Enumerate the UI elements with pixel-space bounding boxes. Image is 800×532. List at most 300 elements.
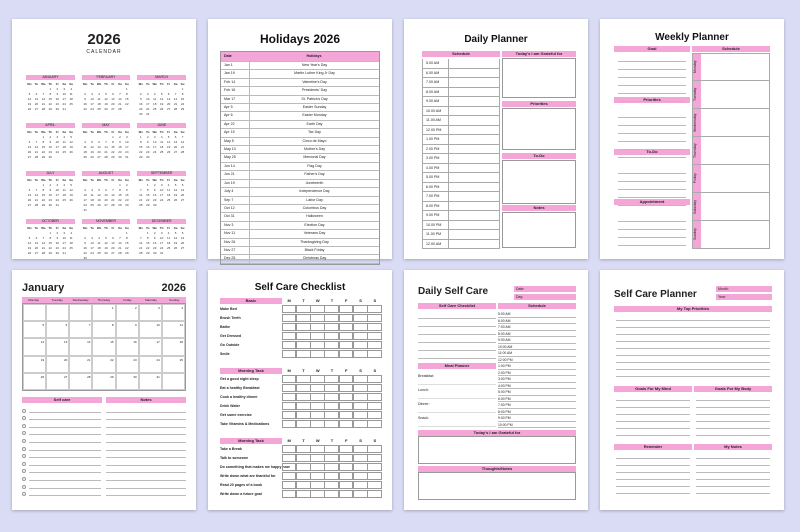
writing-line[interactable] bbox=[696, 400, 770, 401]
day-cell[interactable]: 2 bbox=[139, 92, 142, 96]
day-cell[interactable]: 30 bbox=[48, 155, 52, 159]
day-cell[interactable]: 31 bbox=[62, 107, 66, 111]
day-cell[interactable]: 17 bbox=[83, 198, 87, 202]
day-cell[interactable]: 7 bbox=[42, 236, 45, 240]
day-cell[interactable]: 27 bbox=[111, 107, 115, 111]
schedule-slot[interactable]: 7:00 AM bbox=[498, 324, 576, 331]
day-cell[interactable]: 23 bbox=[125, 198, 129, 202]
check-box[interactable] bbox=[310, 490, 325, 498]
check-box[interactable] bbox=[310, 411, 325, 419]
day-cell[interactable]: 17 bbox=[146, 102, 150, 106]
checklist-item[interactable] bbox=[220, 340, 382, 349]
day-box[interactable] bbox=[46, 304, 69, 321]
day-cell[interactable]: 4 bbox=[63, 183, 66, 187]
check-box[interactable] bbox=[296, 350, 311, 358]
day-cell[interactable]: 4 bbox=[84, 140, 86, 144]
day-box[interactable]: 19 bbox=[23, 356, 46, 373]
day-cell[interactable]: 14 bbox=[111, 193, 115, 197]
daily-planner-page[interactable] bbox=[404, 19, 588, 259]
day-cell[interactable]: 19 bbox=[97, 198, 101, 202]
day-cell[interactable]: 30 bbox=[125, 203, 129, 207]
day-cell[interactable]: 1 bbox=[49, 231, 52, 235]
checklist-item[interactable] bbox=[220, 444, 382, 453]
day-cell[interactable]: 21 bbox=[173, 102, 178, 106]
writing-line[interactable] bbox=[616, 486, 690, 487]
writing-line[interactable] bbox=[616, 421, 690, 422]
check-box[interactable] bbox=[296, 420, 311, 428]
day-cell[interactable]: 2 bbox=[126, 183, 128, 187]
day-cell[interactable]: 13 bbox=[180, 188, 185, 192]
time-entry[interactable] bbox=[449, 107, 499, 116]
meal-row[interactable]: Breakfast: bbox=[418, 371, 496, 385]
day-cell[interactable]: 5 bbox=[174, 231, 177, 235]
day-cell[interactable]: 12 bbox=[173, 188, 178, 192]
line[interactable] bbox=[106, 480, 186, 481]
day-cell[interactable]: 19 bbox=[173, 193, 178, 197]
day-cell[interactable]: 20 bbox=[111, 102, 115, 106]
writing-line[interactable] bbox=[618, 61, 686, 62]
check-box[interactable] bbox=[339, 305, 354, 313]
day-cell[interactable]: 3 bbox=[63, 231, 66, 235]
check-box[interactable] bbox=[353, 420, 368, 428]
ds-grateful-box[interactable] bbox=[418, 436, 576, 464]
line[interactable] bbox=[29, 495, 101, 496]
check-box[interactable] bbox=[310, 341, 325, 349]
day-row[interactable] bbox=[692, 81, 770, 109]
check-box[interactable] bbox=[353, 375, 368, 383]
day-box[interactable]: 17 bbox=[139, 338, 162, 355]
time-slot[interactable] bbox=[422, 145, 500, 155]
check-box[interactable] bbox=[282, 332, 297, 340]
day-cell[interactable]: 1 bbox=[146, 231, 149, 235]
check-box[interactable] bbox=[296, 375, 311, 383]
day-cell[interactable]: 5 bbox=[105, 92, 107, 96]
weekly-planner-page[interactable] bbox=[600, 19, 784, 259]
day-cell[interactable]: 19 bbox=[104, 102, 108, 106]
day-cell[interactable]: 13 bbox=[27, 145, 32, 149]
day-cell[interactable]: 25 bbox=[69, 102, 73, 106]
time-slot[interactable] bbox=[422, 154, 500, 164]
day-row[interactable] bbox=[692, 221, 770, 249]
check-box[interactable] bbox=[339, 350, 354, 358]
day-cell[interactable]: 25 bbox=[153, 107, 157, 111]
day-cell[interactable]: 25 bbox=[69, 246, 73, 250]
day-cell[interactable]: 26 bbox=[166, 150, 171, 154]
day-cell[interactable]: 4 bbox=[167, 183, 170, 187]
day-entry[interactable] bbox=[701, 54, 769, 80]
day-box[interactable]: 2 bbox=[116, 304, 139, 321]
day-cell[interactable]: 15 bbox=[118, 193, 122, 197]
checklist-item[interactable] bbox=[220, 313, 382, 322]
schedule-slot[interactable]: 7:00 PM bbox=[498, 402, 576, 409]
selfcare-row[interactable] bbox=[22, 466, 186, 474]
check-box[interactable] bbox=[282, 341, 297, 349]
day-cell[interactable]: 20 bbox=[27, 150, 32, 154]
day-cell[interactable]: 16 bbox=[139, 102, 143, 106]
check-boxes[interactable] bbox=[282, 341, 382, 349]
day-cell[interactable]: 2 bbox=[84, 236, 86, 240]
line[interactable] bbox=[106, 419, 186, 420]
day-cell[interactable]: 13 bbox=[27, 193, 32, 197]
day-cell[interactable]: 8 bbox=[119, 188, 121, 192]
check-box[interactable] bbox=[296, 314, 311, 322]
day-cell[interactable]: 10 bbox=[125, 140, 129, 144]
day-cell[interactable]: 13 bbox=[180, 236, 185, 240]
calendar-page[interactable] bbox=[12, 19, 196, 259]
day-cell[interactable]: 7 bbox=[105, 140, 107, 144]
schedule-slot[interactable]: 1:00 PM bbox=[498, 363, 576, 370]
check-box[interactable] bbox=[282, 305, 297, 313]
day-cell[interactable]: 5 bbox=[167, 135, 170, 139]
day-cell[interactable]: 11 bbox=[97, 97, 101, 101]
writing-line[interactable] bbox=[618, 189, 686, 190]
day-cell[interactable]: 22 bbox=[146, 198, 150, 202]
day-box[interactable]: 29 bbox=[92, 373, 115, 390]
day-cell[interactable]: 29 bbox=[48, 107, 52, 111]
time-entry[interactable] bbox=[449, 116, 499, 125]
day-cell[interactable]: 29 bbox=[180, 107, 185, 111]
day-cell[interactable]: 26 bbox=[27, 251, 32, 255]
writing-line[interactable] bbox=[616, 362, 770, 363]
writing-line[interactable] bbox=[696, 486, 770, 487]
schedule-slot[interactable]: 4:00 PM bbox=[498, 383, 576, 390]
day-cell[interactable]: 19 bbox=[27, 246, 32, 250]
check-box[interactable] bbox=[339, 323, 354, 331]
day-cell[interactable]: 8 bbox=[146, 236, 149, 240]
check-box[interactable] bbox=[339, 332, 354, 340]
day-box[interactable]: 13 bbox=[46, 338, 69, 355]
day-cell[interactable]: 29 bbox=[118, 203, 122, 207]
day-box[interactable]: 28 bbox=[69, 373, 92, 390]
day-cell[interactable]: 17 bbox=[62, 97, 66, 101]
check-box[interactable] bbox=[296, 341, 311, 349]
day-cell[interactable]: 18 bbox=[62, 145, 66, 149]
check-box[interactable] bbox=[367, 411, 382, 419]
line[interactable] bbox=[106, 488, 186, 489]
day-cell[interactable]: 8 bbox=[49, 236, 52, 240]
checklist-item[interactable] bbox=[220, 410, 382, 419]
day-cell[interactable]: 9 bbox=[56, 92, 59, 96]
day-cell[interactable]: 21 bbox=[104, 150, 108, 154]
day-cell[interactable]: 22 bbox=[48, 102, 52, 106]
check-box[interactable] bbox=[310, 350, 325, 358]
day-cell[interactable]: 20 bbox=[180, 193, 185, 197]
day-cell[interactable]: 20 bbox=[166, 102, 171, 106]
day-cell[interactable]: 15 bbox=[139, 145, 143, 149]
day-cell[interactable]: 7 bbox=[181, 135, 184, 139]
time-entry[interactable] bbox=[449, 69, 499, 78]
writing-line[interactable] bbox=[616, 435, 690, 436]
writing-line[interactable] bbox=[616, 341, 770, 342]
day-cell[interactable]: 18 bbox=[62, 193, 66, 197]
day-cell[interactable]: 30 bbox=[153, 203, 157, 207]
check-boxes[interactable] bbox=[282, 463, 382, 471]
line[interactable] bbox=[106, 457, 186, 458]
check-box[interactable] bbox=[324, 341, 339, 349]
day-cell[interactable]: 9 bbox=[49, 188, 52, 192]
day-cell[interactable]: 12 bbox=[90, 145, 94, 149]
check-box[interactable] bbox=[339, 384, 354, 392]
check-box[interactable] bbox=[310, 420, 325, 428]
day-cell[interactable]: 13 bbox=[34, 241, 39, 245]
time-slot[interactable] bbox=[422, 183, 500, 193]
day-cell[interactable]: 22 bbox=[146, 246, 150, 250]
check-box[interactable] bbox=[324, 314, 339, 322]
writing-line[interactable] bbox=[618, 117, 686, 118]
date-field[interactable]: Date: bbox=[514, 286, 576, 292]
day-cell[interactable]: 14 bbox=[34, 145, 39, 149]
check-boxes[interactable] bbox=[282, 332, 382, 340]
day-cell[interactable]: 14 bbox=[139, 193, 143, 197]
day-cell[interactable]: 8 bbox=[139, 140, 142, 144]
day-cell[interactable]: 30 bbox=[118, 155, 122, 159]
day-cell[interactable]: 25 bbox=[159, 150, 164, 154]
check-box[interactable] bbox=[339, 375, 354, 383]
time-entry[interactable] bbox=[449, 135, 499, 144]
day-box[interactable]: 31 bbox=[139, 373, 162, 390]
day-cell[interactable]: 24 bbox=[90, 251, 94, 255]
day-cell[interactable]: 5 bbox=[28, 92, 31, 96]
day-box[interactable]: 14 bbox=[69, 338, 92, 355]
time-entry[interactable] bbox=[449, 202, 499, 211]
day-cell[interactable]: 29 bbox=[125, 251, 129, 255]
day-box[interactable] bbox=[23, 304, 46, 321]
day-cell[interactable]: 24 bbox=[90, 107, 94, 111]
day-cell[interactable]: 21 bbox=[118, 246, 122, 250]
schedule-slot[interactable]: 11:00 AM bbox=[498, 350, 576, 357]
check-box[interactable] bbox=[339, 463, 354, 471]
check-box[interactable] bbox=[339, 402, 354, 410]
day-cell[interactable]: 31 bbox=[146, 112, 150, 116]
schedule-slot[interactable]: 5:00 PM bbox=[498, 389, 576, 396]
day-row[interactable] bbox=[692, 137, 770, 165]
writing-line[interactable] bbox=[696, 465, 770, 466]
day-cell[interactable]: 25 bbox=[166, 246, 171, 250]
time-entry[interactable] bbox=[449, 59, 499, 68]
day-cell[interactable]: 27 bbox=[104, 203, 108, 207]
check-box[interactable] bbox=[296, 323, 311, 331]
meal-row[interactable]: Dinner: bbox=[418, 399, 496, 413]
day-cell[interactable]: 3 bbox=[63, 87, 66, 91]
day-cell[interactable]: 23 bbox=[146, 150, 150, 154]
day-cell[interactable]: 1 bbox=[49, 87, 52, 91]
day-cell[interactable]: 27 bbox=[173, 150, 178, 154]
day-cell[interactable]: 5 bbox=[174, 183, 177, 187]
selfcare-row[interactable] bbox=[22, 481, 186, 489]
check-box[interactable] bbox=[353, 454, 368, 462]
writing-line[interactable] bbox=[618, 93, 686, 94]
check-box[interactable] bbox=[339, 454, 354, 462]
day-cell[interactable]: 23 bbox=[83, 251, 87, 255]
day-box[interactable]: 20 bbox=[46, 356, 69, 373]
check-boxes[interactable] bbox=[282, 323, 382, 331]
day-cell[interactable]: 7 bbox=[139, 236, 142, 240]
time-entry[interactable] bbox=[449, 173, 499, 182]
day-cell[interactable]: 6 bbox=[181, 231, 184, 235]
day-cell[interactable]: 9 bbox=[119, 140, 121, 144]
day-cell[interactable]: 5 bbox=[105, 236, 107, 240]
check-box[interactable] bbox=[353, 472, 368, 480]
day-row[interactable] bbox=[692, 193, 770, 221]
day-cell[interactable]: 5 bbox=[70, 135, 73, 139]
day-cell[interactable]: 6 bbox=[112, 236, 114, 240]
writing-line[interactable] bbox=[616, 376, 770, 377]
day-box[interactable]: 10 bbox=[139, 321, 162, 338]
check-box[interactable] bbox=[296, 481, 311, 489]
day-cell[interactable]: 22 bbox=[180, 102, 185, 106]
time-slot[interactable] bbox=[422, 116, 500, 126]
check-box[interactable] bbox=[339, 445, 354, 453]
day-cell[interactable]: 4 bbox=[160, 135, 163, 139]
day-cell[interactable]: 7 bbox=[42, 92, 45, 96]
check-box[interactable] bbox=[367, 463, 382, 471]
day-cell[interactable]: 20 bbox=[104, 198, 108, 202]
day-cell[interactable]: 9 bbox=[126, 188, 128, 192]
check-box[interactable] bbox=[353, 305, 368, 313]
day-cell[interactable]: 15 bbox=[48, 241, 52, 245]
day-cell[interactable]: 20 bbox=[34, 102, 39, 106]
checkbox[interactable] bbox=[22, 424, 26, 428]
grateful-box[interactable] bbox=[502, 58, 576, 98]
day-field[interactable]: Day: bbox=[514, 294, 576, 300]
day-cell[interactable]: 4 bbox=[98, 92, 100, 96]
check-box[interactable] bbox=[324, 472, 339, 480]
check-box[interactable] bbox=[324, 393, 339, 401]
check-box[interactable] bbox=[310, 454, 325, 462]
check-box[interactable] bbox=[353, 384, 368, 392]
day-cell[interactable]: 29 bbox=[146, 203, 150, 207]
day-cell[interactable]: 11 bbox=[83, 145, 87, 149]
schedule-slot[interactable]: 2:00 PM bbox=[498, 370, 576, 377]
day-cell[interactable]: 2 bbox=[153, 183, 156, 187]
day-cell[interactable]: 27 bbox=[111, 251, 115, 255]
day-cell[interactable]: 30 bbox=[83, 256, 87, 260]
line[interactable] bbox=[29, 412, 101, 413]
check-box[interactable] bbox=[310, 402, 325, 410]
day-cell[interactable]: 17 bbox=[90, 246, 94, 250]
check-box[interactable] bbox=[324, 402, 339, 410]
time-slot[interactable] bbox=[422, 240, 500, 250]
checkbox[interactable] bbox=[22, 462, 26, 466]
check-box[interactable] bbox=[310, 314, 325, 322]
day-cell[interactable]: 8 bbox=[112, 140, 114, 144]
day-box[interactable]: 8 bbox=[92, 321, 115, 338]
day-cell[interactable]: 2 bbox=[119, 135, 121, 139]
day-cell[interactable]: 19 bbox=[159, 102, 164, 106]
day-entry[interactable] bbox=[701, 165, 769, 192]
check-box[interactable] bbox=[367, 332, 382, 340]
day-cell[interactable]: 6 bbox=[105, 188, 107, 192]
day-cell[interactable]: 2 bbox=[84, 92, 86, 96]
day-cell[interactable]: 20 bbox=[27, 198, 32, 202]
day-box[interactable]: 24 bbox=[139, 356, 162, 373]
day-cell[interactable]: 11 bbox=[62, 140, 66, 144]
day-cell[interactable]: 3 bbox=[153, 135, 156, 139]
day-box[interactable]: 7 bbox=[69, 321, 92, 338]
day-cell[interactable]: 3 bbox=[91, 236, 93, 240]
day-box[interactable]: 15 bbox=[92, 338, 115, 355]
writing-line[interactable] bbox=[696, 479, 770, 480]
checklist-item[interactable] bbox=[220, 489, 382, 498]
time-slot[interactable] bbox=[422, 59, 500, 69]
day-cell[interactable]: 7 bbox=[35, 140, 38, 144]
check-box[interactable] bbox=[324, 323, 339, 331]
time-entry[interactable] bbox=[449, 230, 499, 239]
day-cell[interactable]: 30 bbox=[146, 155, 150, 159]
line[interactable] bbox=[106, 412, 186, 413]
writing-line[interactable] bbox=[616, 458, 690, 459]
day-cell[interactable]: 17 bbox=[159, 193, 164, 197]
day-entry[interactable] bbox=[701, 137, 769, 164]
day-cell[interactable]: 16 bbox=[153, 241, 157, 245]
check-box[interactable] bbox=[324, 384, 339, 392]
writing-line[interactable] bbox=[618, 221, 686, 222]
writing-line[interactable] bbox=[618, 85, 686, 86]
day-box[interactable]: 30 bbox=[116, 373, 139, 390]
line[interactable] bbox=[29, 427, 101, 428]
day-cell[interactable]: 15 bbox=[125, 241, 129, 245]
day-cell[interactable]: 8 bbox=[126, 92, 128, 96]
checklist-item[interactable] bbox=[220, 304, 382, 313]
day-cell[interactable]: 3 bbox=[91, 92, 93, 96]
day-cell[interactable]: 24 bbox=[55, 198, 59, 202]
day-cell[interactable]: 14 bbox=[118, 241, 122, 245]
day-cell[interactable]: 18 bbox=[166, 241, 171, 245]
check-box[interactable] bbox=[282, 481, 297, 489]
day-cell[interactable]: 6 bbox=[174, 135, 177, 139]
checklist-item[interactable] bbox=[220, 462, 382, 471]
day-cell[interactable]: 12 bbox=[27, 97, 32, 101]
day-cell[interactable]: 10 bbox=[55, 188, 59, 192]
check-boxes[interactable] bbox=[282, 490, 382, 498]
line[interactable] bbox=[418, 335, 496, 343]
day-cell[interactable]: 20 bbox=[34, 246, 39, 250]
writing-line[interactable] bbox=[616, 355, 770, 356]
time-entry[interactable] bbox=[449, 154, 499, 163]
day-cell[interactable]: 16 bbox=[83, 246, 87, 250]
day-cell[interactable]: 10 bbox=[62, 92, 66, 96]
day-cell[interactable]: 14 bbox=[34, 193, 39, 197]
day-cell[interactable]: 24 bbox=[83, 203, 87, 207]
day-cell[interactable]: 30 bbox=[55, 107, 59, 111]
checkbox[interactable] bbox=[22, 492, 26, 496]
check-box[interactable] bbox=[353, 490, 368, 498]
year-field[interactable]: Year: bbox=[716, 294, 772, 300]
day-cell[interactable]: 9 bbox=[146, 140, 149, 144]
day-box[interactable] bbox=[162, 373, 185, 390]
line[interactable] bbox=[418, 319, 496, 327]
time-slot[interactable] bbox=[422, 230, 500, 240]
day-cell[interactable]: 19 bbox=[69, 145, 73, 149]
time-slot[interactable] bbox=[422, 221, 500, 231]
day-cell[interactable]: 22 bbox=[48, 246, 52, 250]
writing-line[interactable] bbox=[618, 173, 686, 174]
check-boxes[interactable] bbox=[282, 472, 382, 480]
checklist-item[interactable] bbox=[220, 401, 382, 410]
writing-line[interactable] bbox=[618, 197, 686, 198]
day-cell[interactable]: 21 bbox=[41, 246, 46, 250]
day-row[interactable] bbox=[692, 165, 770, 193]
check-box[interactable] bbox=[310, 393, 325, 401]
day-cell[interactable]: 15 bbox=[111, 145, 115, 149]
day-cell[interactable]: 14 bbox=[41, 241, 46, 245]
day-cell[interactable]: 21 bbox=[118, 102, 122, 106]
day-cell[interactable]: 29 bbox=[41, 203, 46, 207]
day-cell[interactable]: 18 bbox=[90, 198, 94, 202]
day-cell[interactable]: 1 bbox=[139, 135, 142, 139]
line[interactable] bbox=[29, 434, 101, 435]
check-boxes[interactable] bbox=[282, 375, 382, 383]
